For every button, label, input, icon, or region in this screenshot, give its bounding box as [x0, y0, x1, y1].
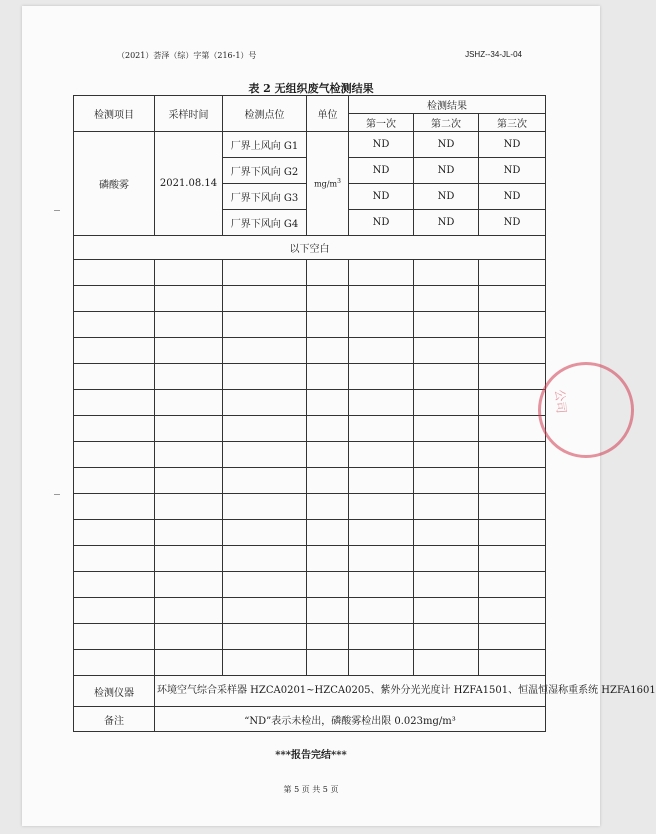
result-cell: ND	[479, 132, 546, 158]
col-header-unit: 单位	[307, 96, 349, 132]
empty-cell	[155, 364, 223, 390]
empty-cell	[414, 650, 479, 676]
point-cell: 厂界下风向 G4	[223, 210, 307, 236]
point-cell: 厂界下风向 G2	[223, 158, 307, 184]
page-footer: 第 5 页 共 5 页	[283, 785, 339, 794]
empty-row	[74, 494, 546, 520]
empty-cell	[479, 338, 546, 364]
empty-cell	[479, 520, 546, 546]
empty-cell	[155, 650, 223, 676]
empty-cell	[479, 650, 546, 676]
empty-cell	[307, 598, 349, 624]
empty-cell	[479, 312, 546, 338]
col-header-second: 第二次	[414, 114, 479, 132]
unit-exponent: 3	[337, 178, 341, 186]
empty-cell	[414, 546, 479, 572]
empty-row	[74, 286, 546, 312]
empty-row	[74, 364, 546, 390]
instrument-label: 检测仪器	[74, 676, 155, 707]
empty-cell	[307, 468, 349, 494]
empty-cell	[479, 572, 546, 598]
empty-cell	[223, 312, 307, 338]
empty-row	[74, 390, 546, 416]
empty-cell	[307, 364, 349, 390]
empty-cell	[307, 520, 349, 546]
empty-row	[74, 624, 546, 650]
empty-cell	[479, 286, 546, 312]
empty-cell	[349, 520, 414, 546]
empty-cell	[155, 520, 223, 546]
empty-cell	[307, 416, 349, 442]
result-cell: ND	[349, 132, 414, 158]
note-value: “ND”表示未检出，磷酸雾检出限 0.023mg/m³	[155, 707, 546, 732]
result-cell: ND	[479, 184, 546, 210]
empty-cell	[479, 468, 546, 494]
empty-cell	[479, 598, 546, 624]
col-header-first: 第一次	[349, 114, 414, 132]
empty-cell	[307, 494, 349, 520]
item-cell: 磷酸雾	[74, 132, 155, 236]
empty-cell	[414, 624, 479, 650]
margin-mark	[54, 210, 60, 211]
empty-cell	[414, 468, 479, 494]
empty-cell	[74, 286, 155, 312]
empty-cell	[414, 260, 479, 286]
empty-cell	[349, 546, 414, 572]
empty-cell	[155, 442, 223, 468]
empty-cell	[223, 338, 307, 364]
empty-cell	[479, 390, 546, 416]
empty-cell	[223, 520, 307, 546]
empty-row	[74, 598, 546, 624]
empty-cell	[414, 572, 479, 598]
result-cell: ND	[349, 158, 414, 184]
empty-cell	[307, 546, 349, 572]
empty-cell	[349, 390, 414, 416]
empty-cell	[74, 650, 155, 676]
empty-cell	[307, 286, 349, 312]
empty-cell	[349, 286, 414, 312]
empty-cell	[349, 416, 414, 442]
empty-cell	[479, 494, 546, 520]
empty-cell	[223, 624, 307, 650]
empty-cell	[479, 260, 546, 286]
empty-cell	[155, 468, 223, 494]
col-header-third: 第三次	[479, 114, 546, 132]
result-cell: ND	[479, 158, 546, 184]
empty-cell	[155, 260, 223, 286]
empty-cell	[155, 546, 223, 572]
empty-cell	[307, 442, 349, 468]
report-number: （2021）荟泽（综）字第（216-1）号	[117, 51, 257, 60]
empty-cell	[155, 624, 223, 650]
empty-cell	[349, 338, 414, 364]
empty-row	[74, 650, 546, 676]
empty-cell	[349, 260, 414, 286]
empty-cell	[74, 546, 155, 572]
empty-cell	[349, 364, 414, 390]
result-cell: ND	[414, 184, 479, 210]
empty-cell	[414, 442, 479, 468]
empty-cell	[74, 624, 155, 650]
empty-cell	[74, 338, 155, 364]
company-seal	[538, 362, 634, 458]
empty-cell	[349, 468, 414, 494]
empty-cell	[414, 364, 479, 390]
empty-cell	[307, 572, 349, 598]
empty-cell	[74, 442, 155, 468]
empty-cell	[74, 260, 155, 286]
empty-cell	[74, 364, 155, 390]
empty-cell	[74, 416, 155, 442]
empty-cell	[307, 390, 349, 416]
empty-cell	[414, 286, 479, 312]
empty-row	[74, 260, 546, 286]
empty-cell	[223, 442, 307, 468]
result-cell: ND	[414, 132, 479, 158]
note-label: 备注	[74, 707, 155, 732]
empty-cell	[414, 312, 479, 338]
empty-cell	[223, 364, 307, 390]
empty-row	[74, 338, 546, 364]
empty-row	[74, 520, 546, 546]
result-cell: ND	[349, 210, 414, 236]
instrument-value: 环境空气综合采样器 HZCA0201~HZCA0205、紫外分光光度计 HZFA1501、恒温恒湿称重系统 HZFA1601	[155, 676, 546, 707]
empty-cell	[155, 598, 223, 624]
empty-cell	[479, 624, 546, 650]
result-cell: ND	[349, 184, 414, 210]
empty-cell	[349, 494, 414, 520]
table-title: 表 2 无组织废气检测结果	[248, 82, 374, 95]
empty-cell	[479, 364, 546, 390]
empty-cell	[74, 598, 155, 624]
empty-cell	[349, 598, 414, 624]
empty-cell	[349, 442, 414, 468]
empty-cell	[349, 312, 414, 338]
empty-row	[74, 572, 546, 598]
empty-rows	[74, 260, 546, 676]
empty-cell	[223, 572, 307, 598]
empty-cell	[414, 494, 479, 520]
empty-row	[74, 468, 546, 494]
table-row	[74, 132, 546, 158]
document-page	[22, 6, 656, 826]
empty-cell	[414, 416, 479, 442]
empty-row	[74, 546, 546, 572]
result-cell: ND	[479, 210, 546, 236]
empty-cell	[414, 390, 479, 416]
empty-cell	[349, 650, 414, 676]
empty-cell	[223, 494, 307, 520]
empty-cell	[307, 312, 349, 338]
margin-mark	[54, 494, 60, 495]
empty-cell	[74, 468, 155, 494]
empty-cell	[155, 338, 223, 364]
empty-cell	[223, 598, 307, 624]
empty-cell	[223, 260, 307, 286]
empty-cell	[307, 338, 349, 364]
empty-cell	[307, 650, 349, 676]
form-code: JSHZ--34-JL-04	[465, 50, 522, 59]
empty-row	[74, 442, 546, 468]
empty-cell	[155, 572, 223, 598]
empty-row	[74, 416, 546, 442]
empty-cell	[155, 390, 223, 416]
empty-cell	[155, 312, 223, 338]
col-header-item: 检测项目	[74, 96, 155, 132]
result-cell: ND	[414, 158, 479, 184]
empty-cell	[74, 312, 155, 338]
empty-cell	[223, 650, 307, 676]
empty-cell	[307, 624, 349, 650]
empty-cell	[155, 286, 223, 312]
empty-cell	[74, 572, 155, 598]
empty-cell	[74, 390, 155, 416]
empty-cell	[223, 286, 307, 312]
empty-row	[74, 312, 546, 338]
blank-below-notice: 以下空白	[74, 236, 546, 260]
report-end: ***报告完结***	[275, 750, 347, 761]
date-cell: 2021.08.14	[155, 132, 223, 236]
point-cell: 厂界上风向 G1	[223, 132, 307, 158]
unit-cell	[307, 132, 349, 236]
col-header-point: 检测点位	[223, 96, 307, 132]
result-cell: ND	[414, 210, 479, 236]
empty-cell	[479, 442, 546, 468]
empty-cell	[223, 546, 307, 572]
empty-cell	[155, 494, 223, 520]
empty-cell	[414, 338, 479, 364]
point-cell: 厂界下风向 G3	[223, 184, 307, 210]
empty-cell	[74, 520, 155, 546]
seal-text: 公司	[552, 388, 569, 415]
empty-cell	[307, 260, 349, 286]
unit-base: mg/m	[314, 179, 338, 189]
empty-cell	[349, 624, 414, 650]
col-header-time: 采样时间	[155, 96, 223, 132]
empty-cell	[349, 572, 414, 598]
empty-cell	[414, 598, 479, 624]
empty-cell	[479, 416, 546, 442]
empty-cell	[479, 546, 546, 572]
empty-cell	[223, 416, 307, 442]
empty-cell	[223, 390, 307, 416]
empty-cell	[414, 520, 479, 546]
col-header-results: 检测结果	[349, 96, 546, 114]
empty-cell	[223, 468, 307, 494]
empty-cell	[74, 494, 155, 520]
empty-cell	[155, 416, 223, 442]
